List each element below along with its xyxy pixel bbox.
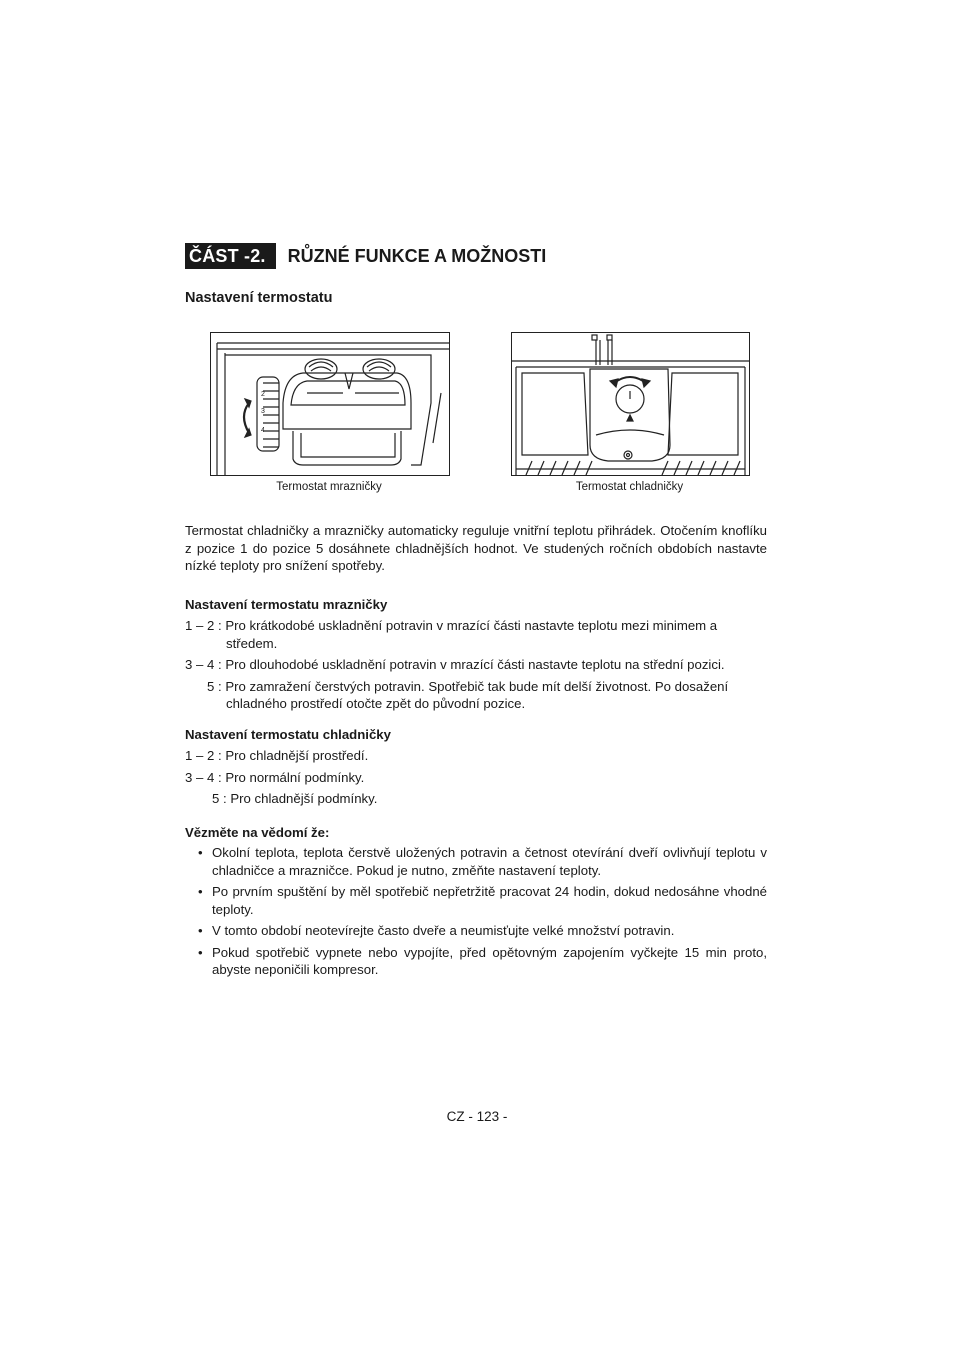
bullet-icon: • (198, 944, 203, 960)
dial-number: 4 (261, 427, 265, 434)
intro-paragraph: Termostat chladničky a mrazničky automaticky reguluje vnitřní teplotu přihrádek. Otočením knoflíku z pozice 1 do pozice 5 dosáhnete chladnějších hodnot. Ve studených ročních obdobích nastavte nízké teploty pro snížení spotřeby. (185, 523, 767, 573)
notes-list (185, 844, 767, 979)
fridge-settings-heading: Nastavení termostatu chladničky (185, 726, 391, 742)
notes-heading: Vězměte na vědomí že: (185, 824, 330, 840)
fridge-setting-item: 5 : Pro chladnější podmínky. (212, 791, 378, 806)
freezer-setting-item: 1 – 2 : Pro krátkodobé uskladnění potravin v mrazící části nastavte teplotu mezi minimem a středem. (185, 618, 718, 651)
list-item (185, 883, 767, 918)
freezer-settings-heading: Nastavení termostatu mrazničky (185, 596, 388, 612)
bullet-icon: • (198, 845, 203, 860)
fridge-caption: Termostat chladničky (575, 481, 684, 493)
section-header (185, 243, 546, 269)
list-item (185, 844, 767, 879)
freezer-setting-item: 5 : Pro zamražení čerstvých potravin. Spotřebič tak bude mít delší životnost. Po dosažení chladného prostředí otočte zpět do původní pozice. (207, 678, 729, 711)
dial-number: 3 (261, 408, 265, 415)
note-text: Po prvním spuštění by měl spotřebič nepřetržitě pracovat 24 hodin, dokud nedosáhne vhodné teploty. (212, 884, 767, 917)
note-text: V tomto období neotevírejte často dveře a neumisťujte velké množství potravin. (212, 923, 675, 938)
section-badge: ČÁST -2. (185, 243, 276, 269)
bullet-icon: • (198, 923, 203, 938)
freezer-setting-item: 3 – 4 : Pro dlouhodobé uskladnění potravin v mrazící části nastavte teplotu na střední pozici. (185, 657, 725, 672)
fridge-setting-item: 1 – 2 : Pro chladnější prostředí. (185, 748, 369, 763)
freezer-caption: Termostat mrazničky (276, 481, 382, 493)
note-text: Okolní teplota, teplota čerstvě uložených potravin a četnost otevírání dveří ovlivňují teplotu v chladničce a mrazničce. Pokud je nutno, změňte nastavení teploty. (212, 845, 767, 878)
list-item (185, 922, 767, 940)
freezer-thermostat-figure (210, 332, 450, 476)
page-number: CZ - 123 - (446, 1109, 508, 1124)
dial-number: 2 (261, 391, 265, 398)
note-text: Pokud spotřebič vypnete nebo vypojíte, před opětovným zapojením vyčkejte 15 min proto, abyste neponičili kompresor. (212, 944, 767, 977)
freezer-illustration (211, 333, 449, 475)
list-item (185, 944, 767, 979)
document-body (185, 522, 767, 979)
fridge-illustration (512, 333, 749, 475)
fridge-setting-item: 3 – 4 : Pro normální podmínky. (185, 769, 365, 785)
fridge-thermostat-figure (511, 332, 750, 476)
bullet-icon: • (198, 884, 203, 899)
section-title: RŮZNÉ FUNKCE A MOŽNOSTI (287, 246, 547, 266)
subheading-thermostat: Nastavení termostatu (185, 290, 333, 306)
